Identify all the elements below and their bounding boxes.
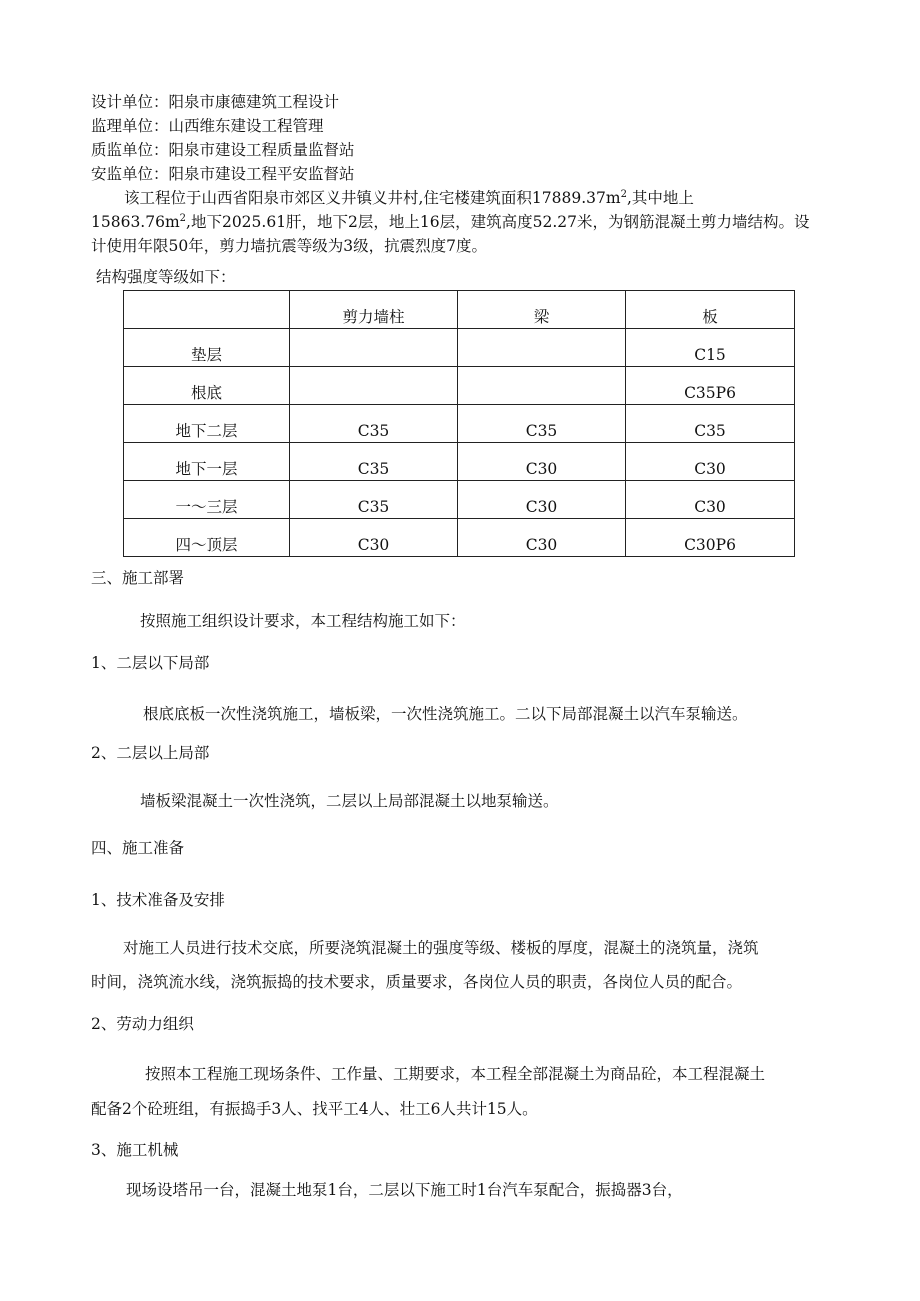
table-header-row bbox=[124, 291, 795, 329]
table-cell: 一～三层 bbox=[124, 481, 290, 519]
supervision-unit-line bbox=[91, 116, 324, 136]
table-cell bbox=[290, 367, 458, 405]
table-cell bbox=[458, 367, 626, 405]
table-cell: C35 bbox=[290, 481, 458, 519]
overview-text-1a: 该工程位于山西省阳泉市郊区义井镇义井村,住宅楼建筑面积17889.37m bbox=[124, 189, 621, 207]
section4-item2-title: 2、劳动力组织 bbox=[91, 1015, 194, 1033]
table-cell: 垫层 bbox=[124, 329, 290, 367]
table-row bbox=[124, 481, 795, 519]
overview-text-2a: 15863.76m bbox=[91, 213, 180, 231]
table-header-cell: 梁 bbox=[458, 291, 626, 329]
quality-unit-value: 阳泉市建设工程质量监督站 bbox=[168, 141, 355, 159]
section3-intro: 按照施工组织设计要求，本工程结构施工如下： bbox=[140, 612, 466, 630]
section4-item1-title: 1、技术准备及安排 bbox=[91, 891, 225, 909]
overview-sup-1: 2 bbox=[620, 188, 627, 200]
quality-unit-line bbox=[91, 140, 355, 160]
design-unit-value: 阳泉市康德建筑工程设计 bbox=[168, 93, 340, 111]
table-cell: C35P6 bbox=[626, 367, 795, 405]
section3-item1-text: 根底底板一次性浇筑施工，墙板梁，一次性浇筑施工。二以下局部混凝土以汽车泵输送。 bbox=[143, 705, 748, 723]
table-cell: C35 bbox=[290, 443, 458, 481]
table-cell: C35 bbox=[458, 405, 626, 443]
section3-item1-title: 1、二层以下局部 bbox=[91, 654, 210, 672]
design-unit-line bbox=[91, 92, 339, 112]
table-cell: C30 bbox=[458, 443, 626, 481]
table-cell bbox=[290, 329, 458, 367]
safety-unit-label: 安监单位： bbox=[91, 165, 169, 183]
table-cell: 地下二层 bbox=[124, 405, 290, 443]
overview-line-2 bbox=[91, 212, 810, 232]
section4-item3-text: 现场设塔吊一台，混凝土地泵1台，二层以下施工时1台汽车泵配合，振捣器3台， bbox=[126, 1181, 683, 1199]
supervision-unit-value: 山西维东建设工程管理 bbox=[168, 117, 324, 135]
table-cell bbox=[458, 329, 626, 367]
section4-item3-title: 3、施工机械 bbox=[91, 1141, 179, 1159]
section4-heading: 四、施工准备 bbox=[91, 839, 185, 857]
section3-item2-title: 2、二层以上局部 bbox=[91, 744, 210, 762]
overview-sup-2: 2 bbox=[179, 212, 187, 224]
section4-item1-line2: 时间，浇筑流水线，浇筑振捣的技术要求，质量要求，各岗位人员的职责，各岗位人员的配合。 bbox=[91, 973, 743, 991]
table-row bbox=[124, 519, 795, 557]
overview-line-1 bbox=[124, 188, 694, 208]
table-cell: C35 bbox=[626, 405, 795, 443]
supervision-unit-label: 监理单位： bbox=[91, 117, 169, 135]
table-cell: C30P6 bbox=[626, 519, 795, 557]
table-row bbox=[124, 367, 795, 405]
overview-text-2b: ,地下2025.61肝，地下2层，地上16层，建筑高度52.27米，为钢筋混凝土剪力墙结构。设 bbox=[186, 213, 810, 231]
table-cell: C30 bbox=[626, 443, 795, 481]
table-cell: C35 bbox=[290, 405, 458, 443]
table-header-cell: 剪力墙柱 bbox=[290, 291, 458, 329]
section4-item2-line1: 按照本工程施工现场条件、工作量、工期要求，本工程全部混凝土为商品砼，本工程混凝土 bbox=[145, 1065, 766, 1083]
quality-unit-label: 质监单位： bbox=[91, 141, 169, 159]
table-cell: 地下一层 bbox=[124, 443, 290, 481]
table-row bbox=[124, 329, 795, 367]
overview-line-3: 计使用年限50年，剪力墙抗震等级为3级，抗震烈度7度。 bbox=[91, 237, 487, 255]
strength-grade-table bbox=[123, 290, 795, 557]
section4-item1-line1: 对施工人员进行技术交底，所要浇筑混凝土的强度等级、楼板的厚度，混凝土的浇筑量，浇筑 bbox=[123, 939, 759, 957]
table-cell: C30 bbox=[458, 481, 626, 519]
safety-unit-value: 阳泉市建设工程平安监督站 bbox=[168, 165, 355, 183]
table-cell: C30 bbox=[626, 481, 795, 519]
overview-text-1b: ,其中地上 bbox=[626, 189, 694, 207]
table-header-cell: 板 bbox=[626, 291, 795, 329]
table-row bbox=[124, 405, 795, 443]
safety-unit-line bbox=[91, 164, 355, 184]
section4-item2-line2: 配备2个砼班组，有振捣手3人、找平工4人、壮工6人共计15人。 bbox=[91, 1100, 538, 1118]
table-cell: 四～顶层 bbox=[124, 519, 290, 557]
table-row bbox=[124, 443, 795, 481]
table-cell: C30 bbox=[458, 519, 626, 557]
section3-item2-text: 墙板梁混凝土一次性浇筑，二层以上局部混凝土以地泵输送。 bbox=[140, 792, 559, 810]
section3-heading: 三、施工部署 bbox=[91, 569, 185, 587]
table-cell: C15 bbox=[626, 329, 795, 367]
table-cell: C30 bbox=[290, 519, 458, 557]
table-header-cell bbox=[124, 291, 290, 329]
table-caption: 结构强度等级如下： bbox=[96, 268, 236, 286]
design-unit-label: 设计单位： bbox=[91, 93, 169, 111]
table-cell: 根底 bbox=[124, 367, 290, 405]
